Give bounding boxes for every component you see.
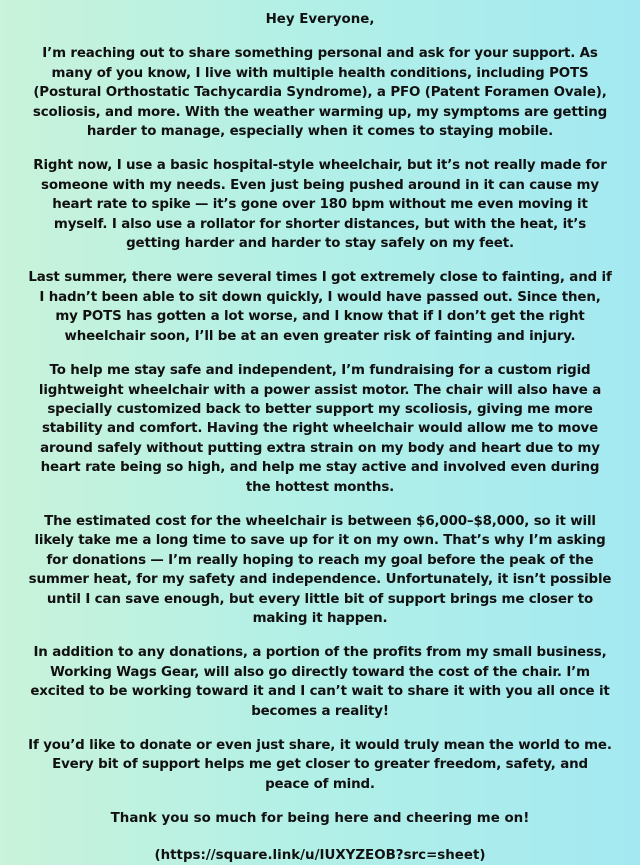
paragraph-fundraising-goal: To help me stay safe and independent, I’m fundraising for a custom rigid lightweight wheelchair with a power assist motor. The chair will also have a specially customized back to better support my scoliosis, giving me more stability and comfort. Having the right wheelchair would allow me to move around safely without putting extra strain on my body and heart due to my heart rate being so high, and help me stay active and involved even during the hottest months. (38, 363, 602, 495)
paragraph-current-wheelchair: Right now, I use a basic hospital-style wheelchair, but it’s not really made for someone with my needs. Even just being pushed around in it can cause my heart rate to spike — it’s gone over 180 bpm without me even moving it myself. I also use a rollator for shorter distances, but with the heat, it’s getting harder and harder to stay safely on my feet. (33, 158, 607, 252)
paragraph-small-business: In addition to any donations, a portion of the profits from my small business, Working Wags Gear, will also go directly toward the cost of the chair. I’m excited to be working toward it and I can’t wait to share it with you all once it becomes a reality! (30, 645, 610, 719)
letter-greeting: Hey Everyone, (265, 12, 375, 27)
paragraph-donate-share: If you’d like to donate or even just share, it would truly mean the world to me. Every bit of support helps me get closer to greater freedom, safety, and peace of mind. (28, 738, 612, 792)
donation-link[interactable]: (https://square.link/u/IUXYZEOB?src=sheet) (154, 847, 486, 863)
paragraph-health-conditions: I’m reaching out to share something personal and ask for your support. As many of you know, I live with multiple health conditions, including POTS (Postural Orthostatic Tachycardia Syndrome), a PFO (Patent Foramen Ovale), scoliosis, and more. With the weather warming up, my symptoms are getting harder to manage, especially when it comes to staying mobile. (32, 46, 608, 140)
letter-closing: Thank you so much for being here and cheering me on! (110, 811, 530, 827)
paragraph-fainting-risk: Last summer, there were several times I got extremely close to fainting, and if I hadn’t been able to sit down quickly, I would have passed out. Since then, my POTS has gotten a lot worse, and I know that if I don’t get the right wheelchair soon, I’ll be at an even greater risk of fainting and injury. (28, 270, 612, 344)
paragraph-estimated-cost: The estimated cost for the wheelchair is between $6,000–$8,000, so it will likely take me a long time to save up for it on my own. That’s why I’m asking for donations — I’m really hoping to reach my goal before the peak of the summer heat, for my safety and independence. Unfortunately, it isn’t possible until I can save enough, but every little bit of support brings me closer to making it happen. (28, 513, 612, 626)
